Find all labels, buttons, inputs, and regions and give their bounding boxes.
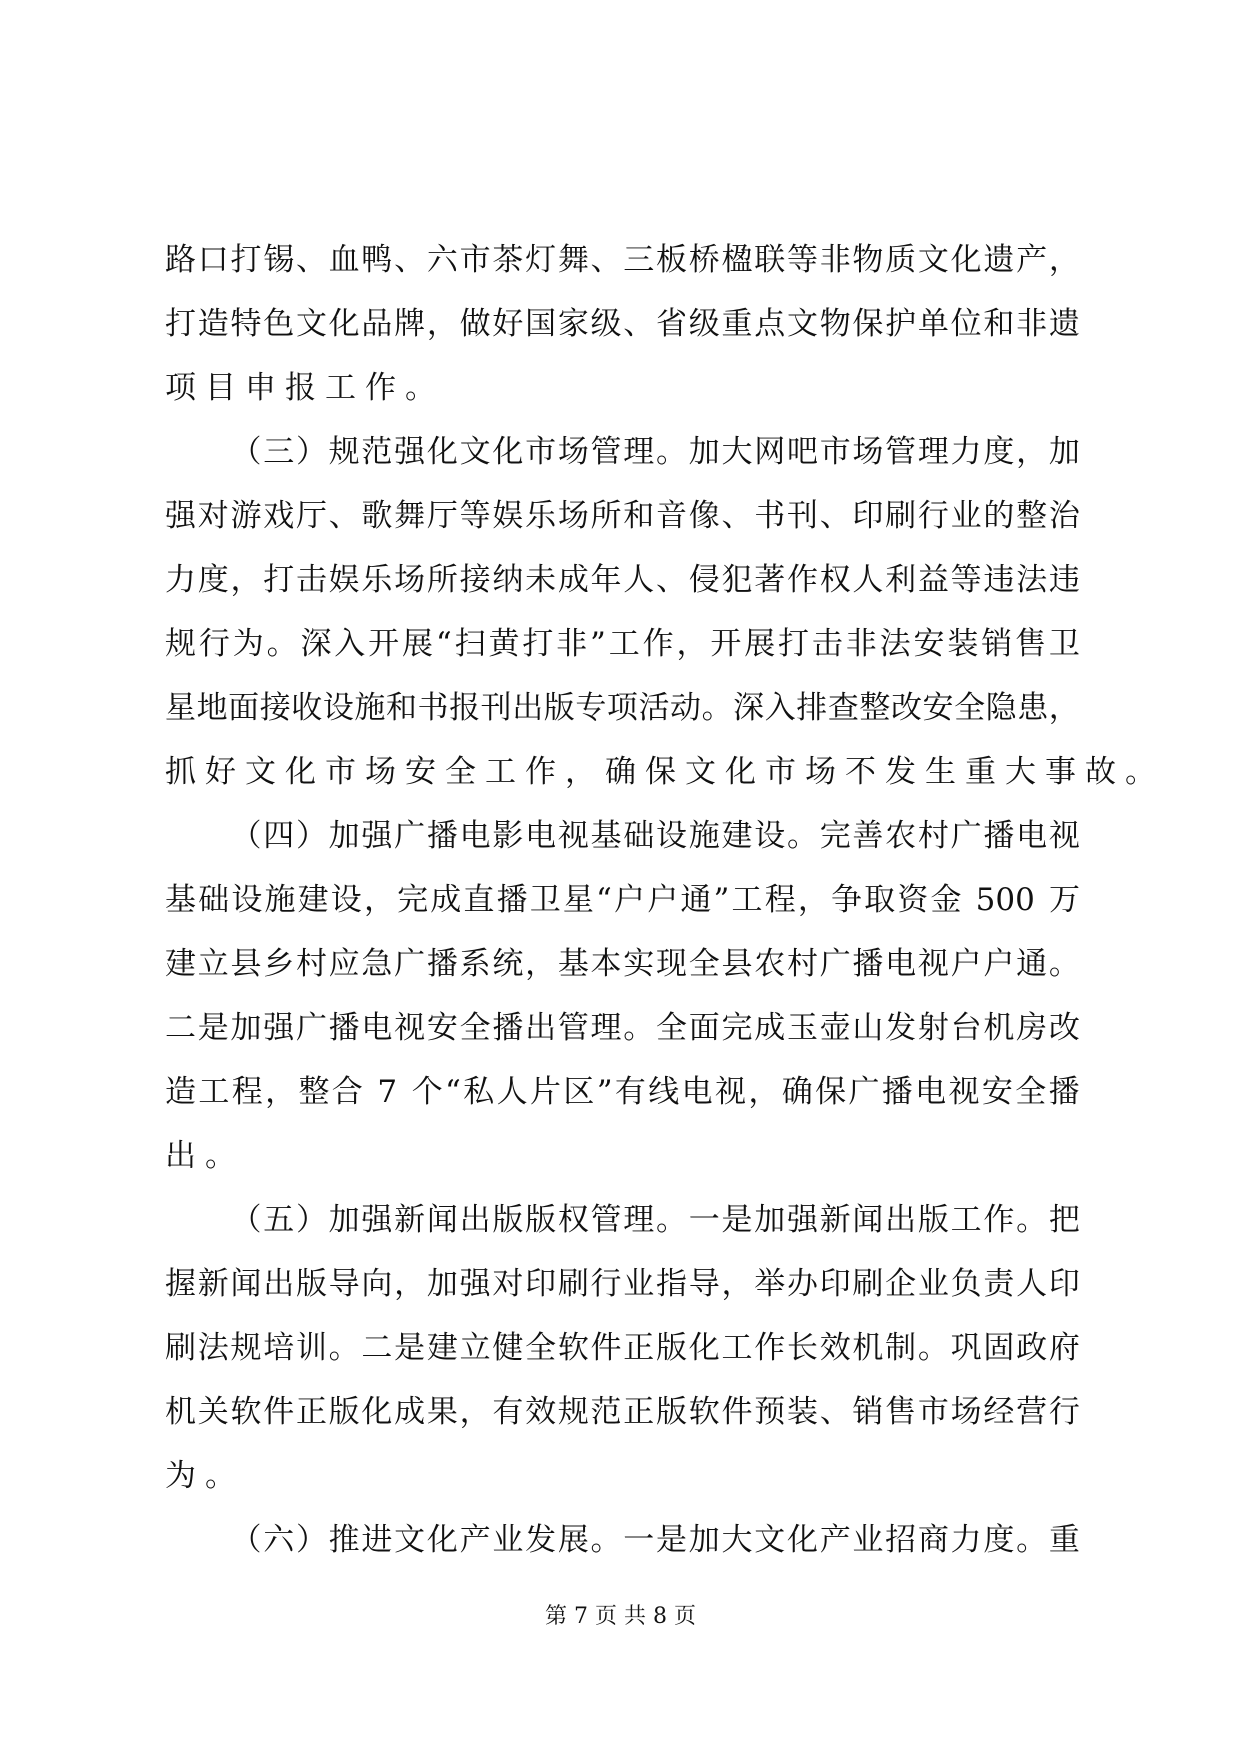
text-line: 刷 法 规 培 训 。 二 是 建 立 健 全 软 件 正 版 化 工 作 长 效 机 制 。 巩 固 政 府 [165,1330,1080,1366]
text-line: 项目申报工作。 [165,370,445,406]
text-line: 强 对 游 戏 厅 、 歌 舞 厅 等 娱 乐 场 所 和 音 像 、 书 刊 、 印 刷 行 业 的 整 治 [165,498,1080,534]
text-line: （ 五 ） 加 强 新 闻 出 版 版 权 管 理 。 一 是 加 强 新 闻 出 版 工 作 。 把 [230,1202,1080,1238]
text-line: 抓好文化市场安全工作，确保文化市场不发生重大事故。 [165,754,1165,790]
text-line: 规 行 为 。 深 入 开 展 “ 扫 黄 打 非 ” 工 作 ， 开 展 打 击 非 法 安 装 销 售 卫 [165,626,1080,662]
text-line: 为。 [165,1458,245,1494]
text-line: 力 度 ， 打 击 娱 乐 场 所 接 纳 未 成 年 人 、 侵 犯 著 作 权 人 利 益 等 违 法 违 [165,562,1080,598]
text-line: 打 造 特 色 文 化 品 牌 ， 做 好 国 家 级 、 省 级 重 点 文 物 保 护 单 位 和 非 遗 [165,306,1080,342]
text-line: （ 六 ） 推 进 文 化 产 业 发 展 。 一 是 加 大 文 化 产 业 招 商 力 度 。 重 [230,1522,1080,1558]
text-line: 握 新 闻 出 版 导 向 ， 加 强 对 印 刷 行 业 指 导 ， 举 办 印 刷 企 业 负 责 人 印 [165,1266,1080,1302]
text-line: （ 四 ） 加 强 广 播 电 影 电 视 基 础 设 施 建 设 。 完 善 农 村 广 播 电 视 [230,818,1080,854]
text-line: 基 础 设 施 建 设 ， 完 成 直 播 卫 星 “ 户 户 通 ” 工 程 ， 争 取 资 金 500 万 [165,882,1080,918]
page-footer: 第 7 页 共 8 页 [545,1604,696,1629]
text-line: 星 地 面 接 收 设 施 和 书 报 刊 出 版 专 项 活 动 。 深 入 排 查 整 改 安 全 隐 患 ， [165,690,1080,726]
document-body [165,228,1165,1572]
text-line: 出。 [165,1138,245,1174]
text-line: （ 三 ） 规 范 强 化 文 化 市 场 管 理 。 加 大 网 吧 市 场 管 理 力 度 ， 加 [230,434,1080,470]
text-line: 二 是 加 强 广 播 电 视 安 全 播 出 管 理 。 全 面 完 成 玉 壶 山 发 射 台 机 房 改 [165,1010,1080,1046]
text-line: 建 立 县 乡 村 应 急 广 播 系 统 ， 基 本 实 现 全 县 农 村 广 播 电 视 户 户 通 。 [165,946,1080,982]
text-line: 路 口 打 锡 、 血 鸭 、 六 市 茶 灯 舞 、 三 板 桥 楹 联 等 非 物 质 文 化 遗 产 ， [165,242,1080,278]
text-line: 机 关 软 件 正 版 化 成 果 ， 有 效 规 范 正 版 软 件 预 装 、 销 售 市 场 经 营 行 [165,1394,1080,1430]
text-line: 造 工 程 ， 整 合 7 个 “ 私 人 片 区 ” 有 线 电 视 ， 确 保 广 播 电 视 安 全 播 [165,1074,1080,1110]
